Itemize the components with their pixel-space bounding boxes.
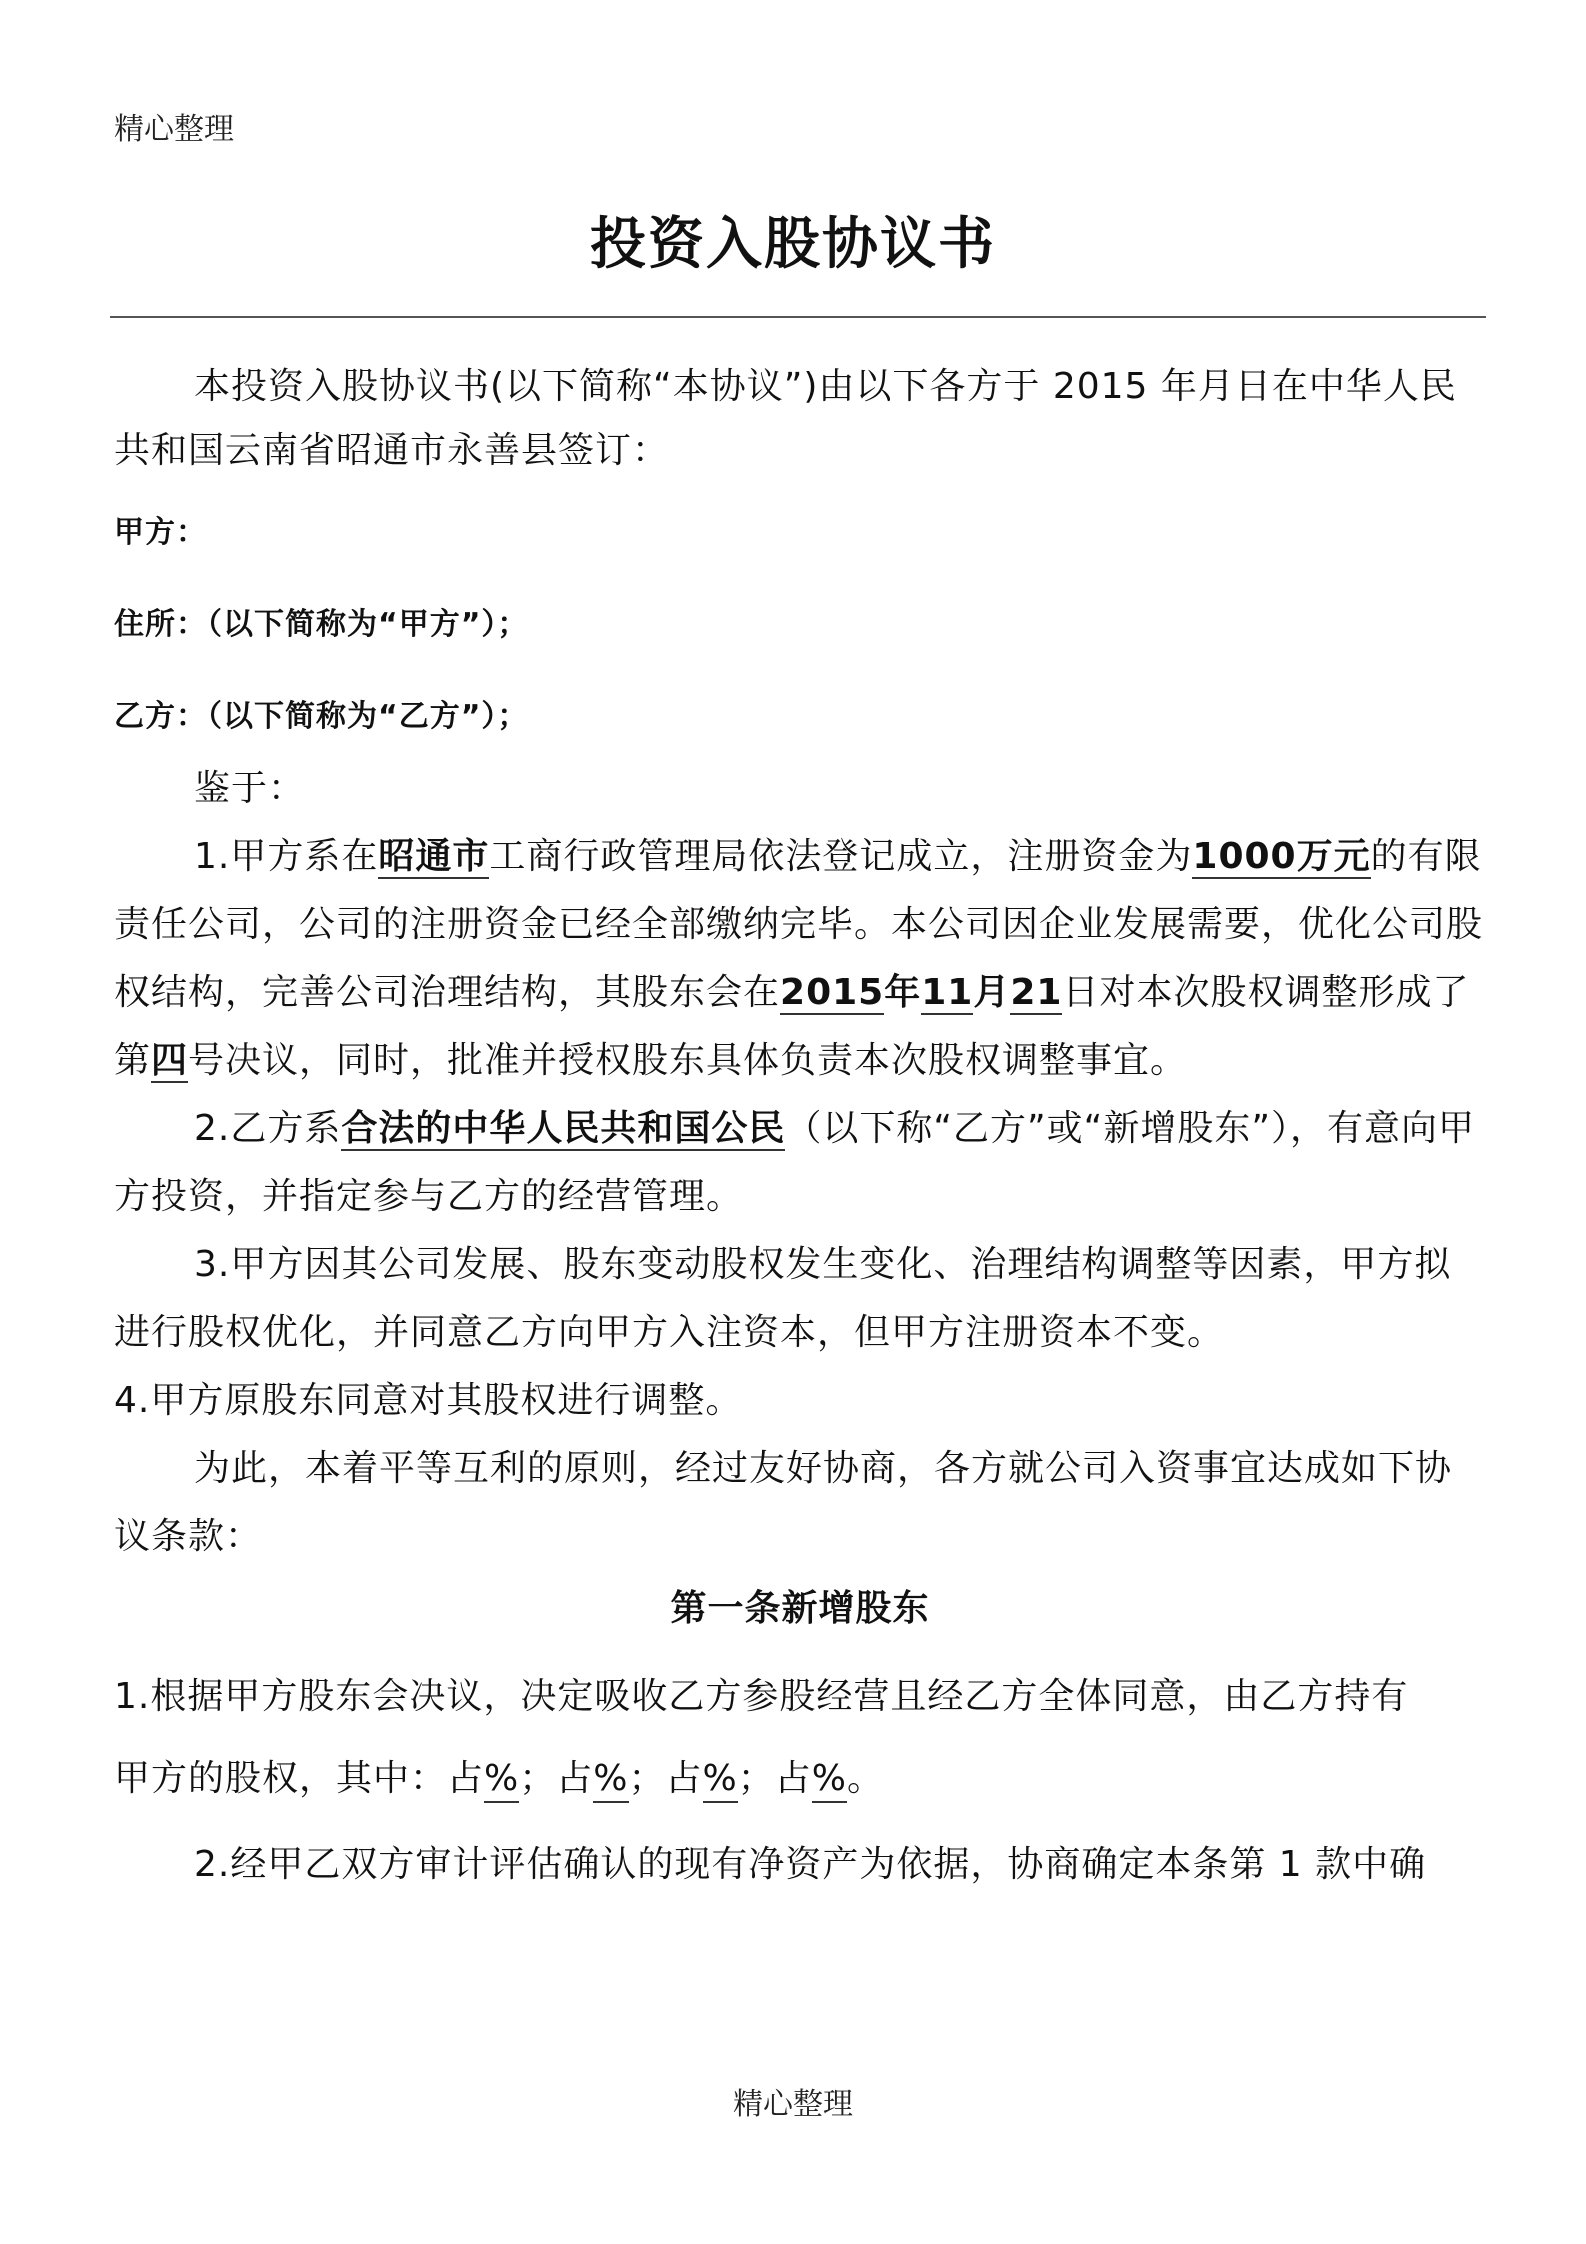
clause-1-text: 工商行政管理局依法登记成立，注册资金为 — [489, 836, 1193, 877]
clause-1-text: 的有限责任公司，公司的注册资金已经全部缴纳完毕。本公司因企业发展需要，优化公司股权结构，完善公司治理结构，其股东会在 — [114, 836, 1484, 1013]
clause-2-text: （以下称“乙方”或“新增股东”），有意向甲方投资，并指定参与乙方的经营管理。 — [114, 1108, 1475, 1217]
registered-capital: 1000万元 — [1192, 836, 1371, 877]
share-percent: % — [593, 1758, 628, 1803]
party-b-label: 乙方：（以下简称为“乙方”）； — [114, 699, 529, 734]
title-divider — [110, 316, 1486, 318]
whereas-clause-1 — [114, 823, 1486, 1095]
clause-1-text: 1.甲方系在 — [194, 836, 379, 877]
whereas-clause-4: 4.甲方原股东同意对其股权进行调整。 — [114, 1380, 743, 1421]
article-1-item-2: 2.经甲乙双方审计评估确认的现有净资产为依据，协商确定本条第 1 款中确 — [194, 1844, 1427, 1885]
document-title: 投资入股协议书 — [590, 212, 996, 277]
party-a-label: 甲方： — [114, 515, 207, 550]
resolution-year: 2015 — [780, 972, 885, 1013]
month-unit: 月 — [973, 972, 1011, 1013]
share-percent: % — [703, 1758, 738, 1803]
share-percent: % — [812, 1758, 847, 1803]
header-note: 精心整理 — [114, 112, 234, 147]
whereas-heading: 鉴于： — [194, 768, 306, 809]
clause-1-text: 日对本次股权调整形成了第 — [114, 972, 1470, 1081]
intro-paragraph: 本投资入股协议书(以下简称“本协议”)由以下各方于 2015 年月日在中华人民共和国云南省昭通市永善县签订： — [114, 366, 1457, 471]
registration-city: 昭通市 — [378, 836, 490, 877]
footer-note: 精心整理 — [733, 2087, 853, 2122]
share-holder: 占 — [556, 1758, 594, 1799]
resolution-day: 21 — [1010, 972, 1063, 1013]
article-1-item-1-shares — [114, 1745, 1486, 1813]
party-a-address: 住所：（以下简称为“甲方”）； — [114, 607, 529, 642]
therefore-paragraph: 为此，本着平等互利的原则，经过友好协商，各方就公司入资事宜达成如下协议条款： — [114, 1448, 1453, 1557]
agreement-body — [114, 355, 1486, 1899]
year-unit: 年 — [884, 972, 922, 1013]
share-percent: % — [484, 1758, 519, 1803]
share-sep: ； — [519, 1758, 557, 1799]
share-sep: ； — [628, 1758, 666, 1799]
share-end: 。 — [847, 1758, 885, 1799]
party-b-identity: 合法的中华人民共和国公民 — [341, 1108, 786, 1149]
whereas-clause-2 — [114, 1095, 1486, 1231]
share-holder: 占 — [774, 1758, 812, 1799]
resolution-number: 四 — [151, 1040, 189, 1081]
whereas-clause-3: 3.甲方因其公司发展、股东变动股权发生变化、治理结构调整等因素，甲方拟进行股权优化，并同意乙方向甲方入注资本，但甲方注册资本不变。 — [114, 1244, 1452, 1353]
share-holder: 占 — [447, 1758, 485, 1799]
article-1-heading: 第一条新增股东 — [670, 1588, 930, 1629]
clause-2-text: 2.乙方系 — [194, 1108, 342, 1149]
shares-lead: 甲方的股权，其中： — [114, 1758, 448, 1799]
share-sep: ； — [737, 1758, 775, 1799]
clause-1-text: 号决议，同时，批准并授权股东具体负责本次股权调整事宜。 — [188, 1040, 1188, 1081]
article-1-item-1: 1.根据甲方股东会决议，决定吸收乙方参股经营且经乙方全体同意，由乙方持有 — [114, 1676, 1409, 1717]
share-holder: 占 — [665, 1758, 703, 1799]
resolution-month: 11 — [921, 972, 974, 1013]
